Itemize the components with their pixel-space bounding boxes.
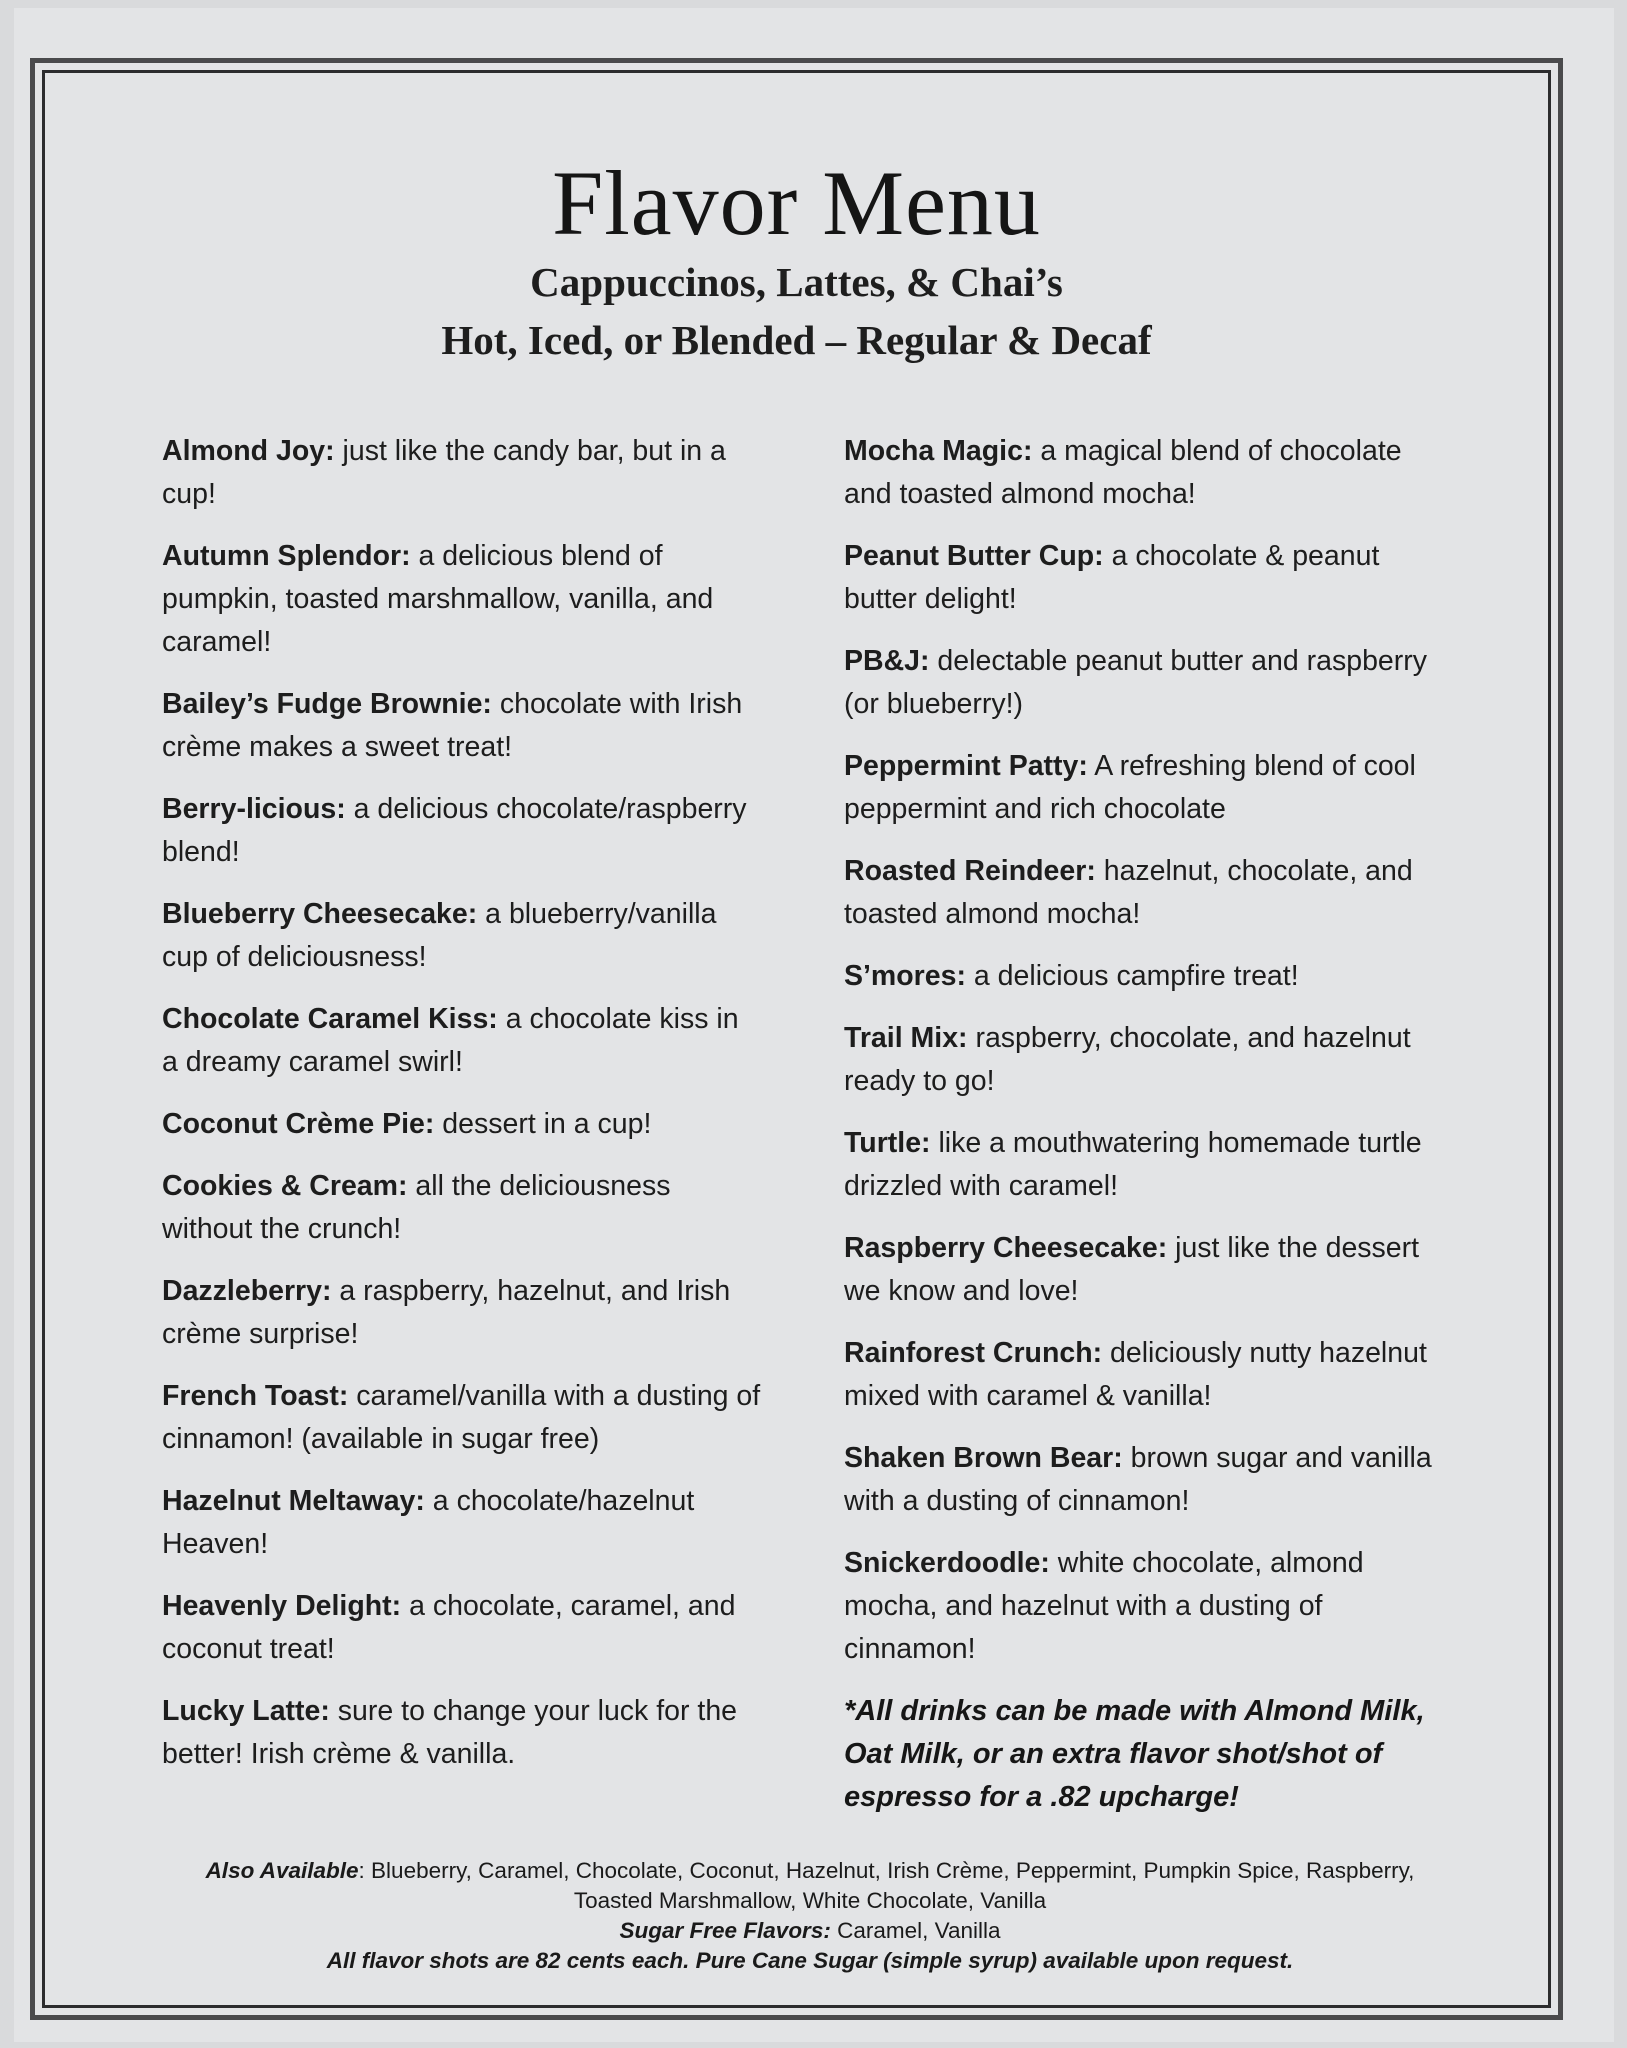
flavor-item [844, 430, 1444, 516]
flavor-item [162, 893, 762, 979]
flavor-item [162, 1103, 762, 1146]
upcharge-note: *All drinks can be made with Almond Milk, Oat Milk, or an extra flavor shot/shot of espresso for a .82 upcharge! [844, 1695, 1425, 1813]
flavor-description: a chocolate kiss in a dreamy caramel swirl! [162, 1003, 739, 1078]
flavor-description: a magical blend of chocolate and toasted almond mocha! [844, 435, 1402, 510]
flavor-item [162, 535, 762, 664]
also-available-label: Also Available [205, 1858, 359, 1883]
flavor-description: like a mouthwatering homemade turtle drizzled with caramel! [844, 1127, 1422, 1202]
flavor-list-left [162, 430, 762, 1795]
flavor-name: Chocolate Caramel Kiss: [162, 1003, 498, 1035]
flavor-description: dessert in a cup! [434, 1108, 652, 1140]
flavor-description: brown sugar and vanilla with a dusting of cinnamon! [844, 1442, 1432, 1517]
flavor-name: Coconut Crème Pie: [162, 1108, 435, 1140]
flavor-name: Berry-licious: [162, 793, 346, 825]
flavor-item [844, 640, 1444, 726]
menu-title: Flavor Menu [552, 152, 1041, 254]
flavor-name: Lucky Latte: [162, 1695, 330, 1727]
menu-subtitle-styles: Hot, Iced, or Blended – Regular & Decaf [441, 317, 1152, 363]
flavor-name: Almond Joy: [162, 435, 335, 467]
flavor-description: a chocolate, caramel, and coconut treat! [162, 1590, 736, 1665]
flavor-name: Raspberry Cheesecake: [844, 1232, 1168, 1264]
flavor-item [162, 998, 762, 1084]
sugar-free-line [180, 1916, 1440, 1946]
flavor-item [844, 1437, 1444, 1523]
flavor-name: Autumn Splendor: [162, 540, 411, 572]
flavor-name: Rainforest Crunch: [844, 1337, 1103, 1369]
flavor-item [844, 1122, 1444, 1208]
flavor-description: a delicious chocolate/raspberry blend! [162, 793, 747, 868]
flavor-item [162, 1375, 762, 1461]
flavor-item [162, 430, 762, 516]
flavor-description: a delicious blend of pumpkin, toasted marshmallow, vanilla, and caramel! [162, 540, 714, 658]
flavor-item [162, 1270, 762, 1356]
flavor-description: just like the candy bar, but in a cup! [162, 435, 726, 510]
flavor-description: caramel/vanilla with a dusting of cinnamon! (available in sugar free) [162, 1380, 761, 1455]
flavor-item [844, 1332, 1444, 1418]
flavor-description: all the deliciousness without the crunch! [162, 1170, 671, 1245]
flavor-name: Trail Mix: [844, 1022, 968, 1054]
flavor-name: Heavenly Delight: [162, 1590, 402, 1622]
flavor-item [162, 1165, 762, 1251]
flavor-item [162, 683, 762, 769]
flavor-description: white chocolate, almond mocha, and hazelnut with a dusting of cinnamon! [844, 1547, 1364, 1665]
flavor-name: Snickerdoodle: [844, 1547, 1050, 1579]
flavor-item [844, 1017, 1444, 1103]
flavor-shots-note: All flavor shots are 82 cents each. Pure Cane Sugar (simple syrup) available upon request. [326, 1948, 1294, 1973]
also-available-line [180, 1856, 1440, 1916]
flavor-item [162, 1480, 762, 1566]
flavor-description: A refreshing blend of cool peppermint and rich chocolate [844, 750, 1416, 825]
flavor-name: Hazelnut Meltaway: [162, 1485, 425, 1517]
flavor-item [162, 788, 762, 874]
flavor-description: a chocolate & peanut butter delight! [844, 540, 1380, 615]
flavor-description: delectable peanut butter and raspberry (or blueberry!) [844, 645, 1428, 720]
flavor-name: French Toast: [162, 1380, 349, 1412]
flavor-name: S’mores: [844, 960, 966, 992]
flavor-item [844, 850, 1444, 936]
flavor-description: a raspberry, hazelnut, and Irish crème surprise! [162, 1275, 731, 1350]
flavor-description: a blueberry/vanilla cup of deliciousness! [162, 898, 717, 973]
flavor-name: Blueberry Cheesecake: [162, 898, 478, 930]
flavor-description: raspberry, chocolate, and hazelnut ready to go! [844, 1022, 1411, 1097]
flavor-description: just like the dessert we know and love! [844, 1232, 1420, 1307]
flavor-item [844, 955, 1444, 998]
flavor-name: Turtle: [844, 1127, 931, 1159]
flavor-name: Dazzleberry: [162, 1275, 332, 1307]
menu-subtitle-drinks: Cappuccinos, Lattes, & Chai’s [530, 259, 1063, 305]
flavor-name: Shaken Brown Bear: [844, 1442, 1123, 1474]
sugar-free-label: Sugar Free Flavors: [619, 1918, 831, 1943]
also-available-list: : Blueberry, Caramel, Chocolate, Coconut, Hazelnut, Irish Crème, Peppermint, Pumpkin Spice, Raspberry, Toasted Marshmallow, White Chocolate, Vanilla [358, 1858, 1415, 1913]
flavor-name: PB&J: [844, 645, 930, 677]
flavor-description: deliciously nutty hazelnut mixed with caramel & vanilla! [844, 1337, 1427, 1412]
flavor-item [162, 1690, 762, 1776]
flavor-name: Mocha Magic: [844, 435, 1033, 467]
menu-footer [180, 1856, 1440, 1976]
flavor-description: sure to change your luck for the better! Irish crème & vanilla. [162, 1695, 738, 1770]
flavor-item [844, 1227, 1444, 1313]
flavor-description: chocolate with Irish crème makes a sweet treat! [162, 688, 743, 763]
flavor-name: Roasted Reindeer: [844, 855, 1096, 887]
flavor-name: Peanut Butter Cup: [844, 540, 1104, 572]
flavor-item [844, 535, 1444, 621]
flavor-name: Cookies & Cream: [162, 1170, 408, 1202]
flavor-name: Bailey’s Fudge Brownie: [162, 688, 492, 720]
flavor-list-right [844, 430, 1444, 1819]
flavor-description: hazelnut, chocolate, and toasted almond mocha! [844, 855, 1413, 930]
flavor-description: a chocolate/hazelnut Heaven! [162, 1485, 695, 1560]
flavor-name: Peppermint Patty: [844, 750, 1088, 782]
flavor-item [844, 1542, 1444, 1671]
flavor-item [162, 1585, 762, 1671]
flavor-item [844, 745, 1444, 831]
flavor-description: a delicious campfire treat! [965, 960, 1299, 992]
sugar-free-list: Caramel, Vanilla [830, 1918, 1001, 1943]
